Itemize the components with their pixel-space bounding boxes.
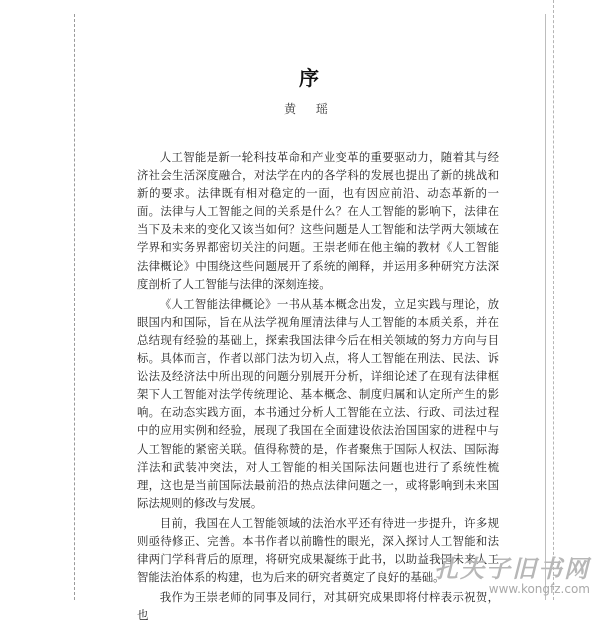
paragraph-3: 目前，我国在人工智能领域的法治水平还有待进一步提升，许多规则亟待修正、完善。本书作者以前瞻性的眼光，深入探讨人工智能和法律两门学科背后的原理，将研究成果凝练于此书，以助益我国未来人工智能法治体系的构建，也为后来的研究者奠定了良好的基础。 [137, 515, 499, 585]
paragraph-2: 《人工智能法律概论》一书从基本概念出发，立足实践与理论，放眼国内和国际，旨在从法学视角厘清法律与人工智能的本质关系，并在总结现有经验的基础上，探索我国法律今后在相关领域的努力方向与目标。具体而言，作者以部门法为切入点，将人工智能在刑法、民法、诉讼法及经济法中所出现的问题分别展开分析，详细论述了在现有法律框架下人工智能对法学传统理论、基本概念、制度归属和认定所产生的影响。在动态实践方面，本书通过分析人工智能在立法、行政、司法过程中的应用实例和经验，展现了我国在全面建设依法治国国家的进程中与人工智能的紧密关联。值得称赞的是，作者聚焦于国际人权法、国际海洋法和武装冲突法，对人工智能的相关国际法问题也进行了系统性梳理，这也是当前国际法最前沿的热点法律问题之一，或将影响到未来国际法规则的修改与发展。 [137, 296, 499, 510]
watermark-logo: 孔夫子旧书网 [434, 555, 590, 583]
page-title: 序 [299, 66, 321, 90]
author-name: 黄 瑶 [284, 102, 336, 116]
paragraph-4: 我作为王崇老师的同事及同行，对其研究成果即将付梓表示祝贺，也 [137, 590, 499, 623]
watermark-url: www.kongfz.com [488, 582, 590, 596]
page-fold-line [553, 0, 555, 600]
book-page [74, 14, 546, 623]
preface-body [137, 148, 499, 626]
paragraph-1: 人工智能是新一轮科技革命和产业变革的重要驱动力，随着其与经济社会生活深度融合，对法学在内的各学科的发展也提出了新的挑战和新的要求。法律既有相对稳定的一面，也有因应前沿、动态革新的一面。法律与人工智能之间的关系是什么？在人工智能的影响下，法律在当下及未来的变化又该当如何？这些问题是人工智能和法学两大领域在学界和实务界都密切关注的问题。王崇老师在他主编的教材《人工智能法律概论》中围绕这些问题展开了系统的阐释，并运用多种研究方法深度剖析了人工智能与法律的深刻连接。 [137, 150, 499, 291]
